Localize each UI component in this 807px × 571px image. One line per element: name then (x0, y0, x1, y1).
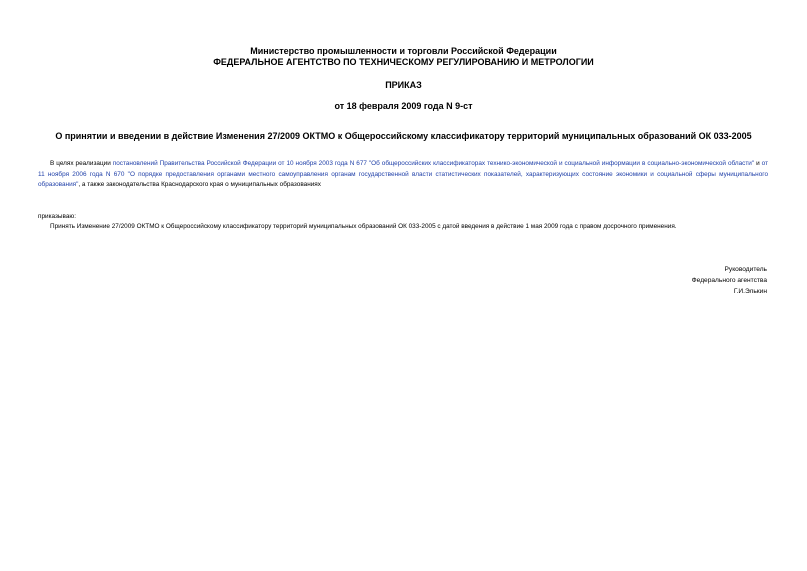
doc-date-number: от 18 февраля 2009 года N 9-ст (334, 101, 473, 111)
link-decree-670[interactable]: от 11 ноября 2006 года N 670 "О порядке предоставления органами местного самоуправления органам государственной власти статистических показателей, характеризующих состояние экономики и социальной сферы муниципального образования" (38, 160, 768, 188)
preamble-paragraph (38, 159, 768, 191)
doc-subject: О принятии и введении в действие Изменения 27/2009 ОКТМО к Общероссийскому классификатору территорий муниципальных образований ОК 033-2005 (55, 131, 752, 141)
ministry-title: Министерство промышленности и торговли Российской Федерации (250, 46, 557, 56)
doc-type: ПРИКАЗ (385, 80, 422, 90)
signature-position: Руководитель (724, 266, 767, 273)
order-text: Принять Изменение 27/2009 ОКТМО к Общероссийскому классификатору территорий муниципальных образований ОК 033-2005 с датой введения в действие 1 мая 2009 года с правом досрочного применения. (50, 223, 677, 230)
preamble-mid: и (754, 160, 762, 167)
order-label: приказываю: (38, 213, 76, 220)
signature-name: Г.И.Элькин (733, 288, 767, 295)
link-decree-677[interactable]: постановлений Правительства Российской Федерации от 10 ноября 2003 года N 677 "Об общероссийских классификаторах технико-экономической и социальной информации в социально-экономической области" (112, 160, 755, 167)
signature-agency: Федерального агентства (691, 277, 767, 284)
preamble-lead: В целях реализации (50, 160, 113, 167)
agency-title: ФЕДЕРАЛЬНОЕ АГЕНТСТВО ПО ТЕХНИЧЕСКОМУ РЕГУЛИРОВАНИЮ И МЕТРОЛОГИИ (213, 57, 594, 67)
preamble-tail: , а также законодательства Краснодарского края о муниципальных образованиях (78, 181, 321, 188)
